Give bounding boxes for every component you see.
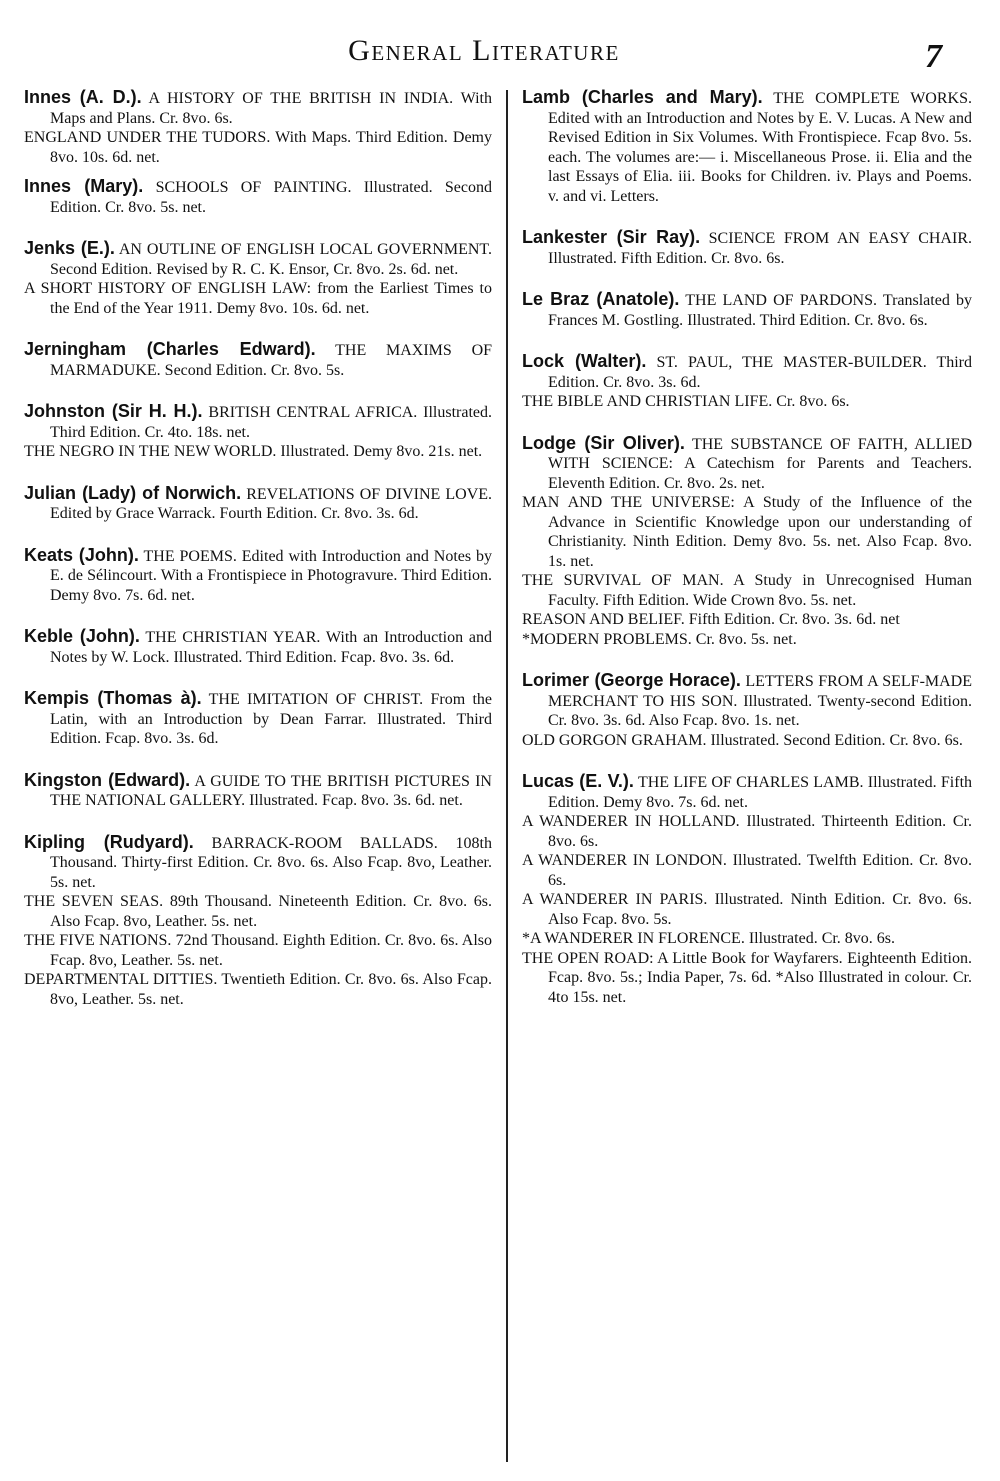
column-divider [506, 90, 508, 1462]
book-listing: THE LIFE OF CHARLES LAMB. Illustrated. Fifth Edition. Demy 8vo. 7s. 6d. net. [548, 774, 973, 811]
author-name: Le Braz (Anatole). [522, 289, 680, 309]
catalogue-entry [24, 484, 492, 524]
catalogue-entry [522, 88, 972, 206]
author-name: Lodge (Sir Oliver). [522, 432, 685, 453]
author-name: Innes (Mary). [24, 176, 144, 196]
catalogue-entry [24, 627, 492, 667]
book-listing: *A WANDERER IN FLORENCE. Illustrated. Cr. 8vo. 6s. [522, 930, 896, 947]
book-listing: ENGLAND UNDER THE TUDORS. With Maps. Third Edition. Demy 8vo. 10s. 6d. net. [24, 129, 492, 166]
author-name: Keats (John). [24, 544, 139, 565]
book-listing: BRITISH CENTRAL AFRICA. Illustrated. Third Edition. Cr. 4to. 18s. net. [50, 404, 493, 441]
book-listing: *MODERN PROBLEMS. Cr. 8vo. 5s. net. [522, 630, 797, 648]
catalogue-entry [24, 239, 492, 318]
book-listing: A GUIDE TO THE BRITISH PICTURES IN THE NATIONAL GALLERY. Illustrated. Fcap. 8vo. 3s. 6d. net. [50, 772, 492, 809]
book-listing: THE LAND OF PARDONS. Translated by Frances M. Gostling. Illustrated. Third Edition. Cr. 8vo. 6s. [548, 292, 972, 329]
book-listing: THE FIVE NATIONS. 72nd Thousand. Eighth Edition. Cr. 8vo. 6s. Also Fcap. 8vo, Leather. 5s. net. [24, 932, 492, 969]
book-listing: A WANDERER IN HOLLAND. Illustrated. Thirteenth Edition. Cr. 8vo. 6s. [522, 813, 972, 850]
book-listing: THE COMPLETE WORKS. Edited with an Introduction and Notes by E. V. Lucas. A New and Revised Edition in Six Volumes. With Frontispiece. Fcap 8vo. 5s. each. The volumes are:— i. Miscellaneous Prose. ii. Elia and the last Essays of Elia. iii. Books for Children. iv. Plays and Poems. v. and vi. Letters. [548, 90, 972, 205]
author-name: Lorimer (George Horace). [522, 670, 741, 690]
book-listing: REVELATIONS OF DIVINE LOVE. Edited by Grace Warrack. Fourth Edition. Cr. 8vo. 3s. 6d. [50, 485, 493, 522]
author-name: Kempis (Thomas à). [24, 688, 202, 708]
author-name: Kingston (Edward). [24, 769, 191, 790]
page-header [0, 34, 1000, 74]
left-column [24, 88, 492, 1009]
catalogue-entry [24, 340, 492, 380]
author-name: Lucas (E. V.). [522, 771, 634, 791]
catalogue-entry [522, 772, 972, 1007]
author-name: Julian (Lady) of Norwich. [24, 482, 242, 503]
author-name: Kipling (Rudyard). [24, 831, 194, 852]
catalogue-entry [24, 833, 492, 1010]
book-listing: SCIENCE FROM AN EASY CHAIR. Illustrated. Fifth Edition. Cr. 8vo. 6s. [548, 230, 972, 267]
catalogue-entry [522, 290, 972, 330]
book-listing: REASON AND BELIEF. Fifth Edition. Cr. 8vo. 3s. 6d. net [522, 611, 900, 628]
catalogue-entry [24, 402, 492, 462]
catalogue-entry [24, 771, 492, 811]
book-listing: THE POEMS. Edited with Introduction and Notes by E. de Sélincourt. With a Frontispiece in Photogravure. Third Edition. Demy 8vo. 7s. 6d. net. [50, 547, 493, 604]
book-listing: THE OPEN ROAD: A Little Book for Wayfarers. Eighteenth Edition. Fcap. 8vo. 5s.; India Paper, 7s. 6d. *Also Illustrated in colour. Cr. 4to 15s. net. [522, 949, 972, 1006]
book-listing: OLD GORGON GRAHAM. Illustrated. Second Edition. Cr. 8vo. 6s. [522, 731, 963, 749]
author-name: Jerningham (Charles Edward). [24, 339, 316, 359]
catalogue-entry [24, 88, 492, 167]
catalogue-entry [522, 671, 972, 750]
book-listing: THE CHRISTIAN YEAR. With an Introduction and Notes by W. Lock. Illustrated. Third Edition. Fcap. 8vo. 3s. 6d. [50, 629, 492, 666]
book-listing: THE NEGRO IN THE NEW WORLD. Illustrated. Demy 8vo. 21s. net. [24, 443, 483, 460]
catalogue-entry [24, 689, 492, 749]
book-listing: THE SUBSTANCE OF FAITH, ALLIED WITH SCIENCE: A Catechism for Parents and Teachers. Eleventh Edition. Cr. 8vo. 2s. net. [548, 435, 973, 492]
book-listing: A HISTORY OF THE BRITISH IN INDIA. With Maps and Plans. Cr. 8vo. 6s. [50, 90, 492, 127]
book-listing: THE BIBLE AND CHRISTIAN LIFE. Cr. 8vo. 6s. [522, 393, 850, 410]
author-name: Innes (A. D.). [24, 87, 142, 107]
author-name: Lamb (Charles and Mary). [522, 87, 763, 107]
book-listing: A WANDERER IN PARIS. Illustrated. Ninth Edition. Cr. 8vo. 6s. Also Fcap. 8vo. 5s. [522, 891, 972, 928]
author-name: Lock (Walter). [522, 351, 647, 371]
book-listing: A WANDERER IN LONDON. Illustrated. Twelfth Edition. Cr. 8vo. 6s. [522, 852, 972, 889]
book-listing: AN OUTLINE OF ENGLISH LOCAL GOVERNMENT. Second Edition. Revised by R. C. K. Ensor, Cr. 8vo. 2s. 6d. net. [50, 241, 492, 278]
book-listing: BARRACK-ROOM BALLADS. 108th Thousand. Thirty-first Edition. Cr. 8vo. 6s. Also Fcap. 8vo, Leather. 5s. net. [50, 834, 492, 891]
book-listing: A SHORT HISTORY OF ENGLISH LAW: from the Earliest Times to the End of the Year 1911. Demy 8vo. 10s. 6d. net. [24, 280, 492, 317]
author-name: Jenks (E.). [24, 238, 115, 258]
book-listing: DEPARTMENTAL DITTIES. Twentieth Edition. Cr. 8vo. 6s. Also Fcap. 8vo, Leather. 5s. net. [24, 971, 492, 1008]
book-listing: ST. PAUL, THE MASTER-BUILDER. Third Edition. Cr. 8vo. 3s. 6d. [548, 354, 973, 391]
book-listing: THE SURVIVAL OF MAN. A Study in Unrecognised Human Faculty. Fifth Edition. Wide Crown 8vo. 5s. net. [522, 572, 972, 609]
book-listing: THE MAXIMS OF MARMADUKE. Second Edition. Cr. 8vo. 5s. [50, 342, 493, 379]
book-listing: THE IMITATION OF CHRIST. From the Latin, with an Introduction by Dean Farrar. Illustrated. Third Edition. Fcap. 8vo. 3s. 6d. [50, 691, 492, 747]
book-listing: MAN AND THE UNIVERSE: A Study of the Influence of the Advance in Scientific Knowledge upon our understanding of Christianity. Ninth Edition. Demy 8vo. 5s. net. Also Fcap. 8vo. 1s. net. [522, 494, 972, 570]
catalogue-entry [522, 352, 972, 412]
right-column [522, 88, 972, 1007]
book-listing: THE SEVEN SEAS. 89th Thousand. Nineteenth Edition. Cr. 8vo. 6s. Also Fcap. 8vo, Leather. 5s. net. [24, 893, 492, 930]
author-name: Lankester (Sir Ray). [522, 227, 701, 247]
author-name: Keble (John). [24, 626, 140, 646]
author-name: Johnston (Sir H. H.). [24, 401, 203, 421]
catalogue-entry [24, 177, 492, 217]
book-listing: LETTERS FROM A SELF-MADE MERCHANT TO HIS SON. Illustrated. Twenty-second Edition. Cr. 8vo. 3s. 6d. Also Fcap. 8vo. 1s. net. [548, 673, 973, 729]
book-listing: SCHOOLS OF PAINTING. Illustrated. Second Edition. Cr. 8vo. 5s. net. [50, 179, 493, 216]
catalogue-entry [522, 228, 972, 268]
page-title: General Literature [348, 34, 620, 67]
catalogue-entry [24, 546, 492, 606]
page-number: 7 [925, 38, 942, 75]
catalogue-entry [522, 434, 972, 650]
